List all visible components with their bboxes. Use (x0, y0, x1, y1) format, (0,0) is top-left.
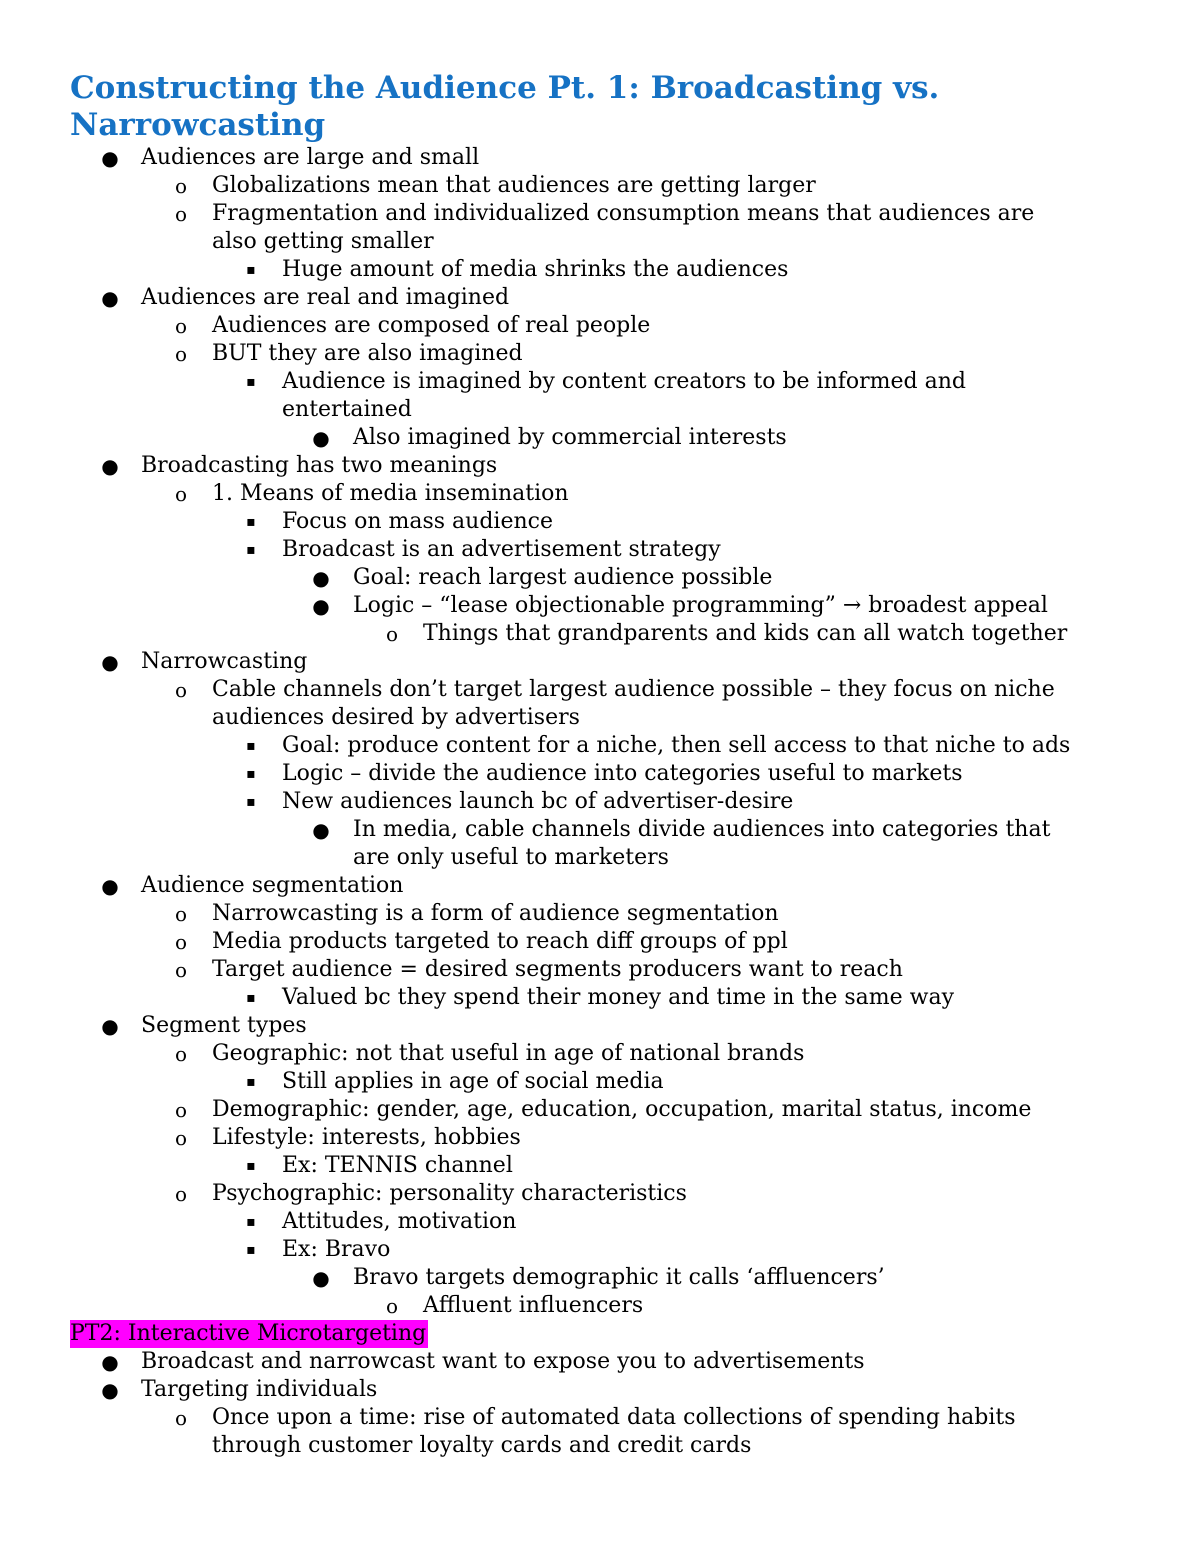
outline-list-part1 (0, 144, 1200, 1320)
circle-bullet-icon: o (174, 1406, 188, 1430)
disc-bullet-icon: ● (101, 1014, 119, 1038)
list-item-text: Attitudes, motivation (282, 1209, 517, 1234)
square-bullet-icon: ▪ (246, 794, 256, 810)
disc-bullet-icon: ● (101, 1350, 119, 1374)
disc-bullet-icon: ● (312, 426, 330, 450)
list-item-text: Media products targeted to reach diff groups of ppl (212, 929, 788, 954)
list-item-level-4 (0, 816, 1200, 872)
list-item-level-2 (0, 480, 1200, 508)
circle-bullet-icon: o (174, 678, 188, 702)
list-item-text: Audiences are real and imagined (141, 285, 510, 310)
list-item-level-3 (0, 1208, 1200, 1236)
circle-bullet-icon: o (174, 1098, 188, 1122)
list-item-text: 1. Means of media insemination (212, 481, 569, 506)
list-item-level-1 (0, 144, 1200, 172)
circle-bullet-icon: o (174, 1126, 188, 1150)
disc-bullet-icon: ● (312, 1266, 330, 1290)
list-item-text-continued: entertained (282, 397, 412, 422)
list-item-level-3 (0, 256, 1200, 284)
list-item-level-3 (0, 1236, 1200, 1264)
disc-bullet-icon: ● (101, 286, 119, 310)
disc-bullet-icon: ● (312, 818, 330, 842)
disc-bullet-icon: ● (101, 650, 119, 674)
disc-bullet-icon: ● (101, 1378, 119, 1402)
list-item-text: Demographic: gender, age, education, occupation, marital status, income (212, 1097, 1032, 1122)
square-bullet-icon: ▪ (246, 262, 256, 278)
list-item-level-2 (0, 312, 1200, 340)
circle-bullet-icon: o (174, 930, 188, 954)
list-item-text: Cable channels don’t target largest audience possible – they focus on niche (212, 677, 1055, 702)
list-item-level-2 (0, 1180, 1200, 1208)
list-item-text: Once upon a time: rise of automated data collections of spending habits (212, 1405, 1016, 1430)
list-item-level-3 (0, 1068, 1200, 1096)
list-item-text: Also imagined by commercial interests (353, 425, 787, 450)
square-bullet-icon: ▪ (246, 514, 256, 530)
list-item-text: Focus on mass audience (282, 509, 553, 534)
circle-bullet-icon: o (174, 174, 188, 198)
list-item-text: Affluent influencers (423, 1293, 644, 1318)
list-item-level-4 (0, 1264, 1200, 1292)
list-item-level-2 (0, 928, 1200, 956)
list-item-level-3 (0, 368, 1200, 424)
list-item-level-1 (0, 648, 1200, 676)
circle-bullet-icon: o (174, 958, 188, 982)
disc-bullet-icon: ● (101, 874, 119, 898)
list-item-level-3 (0, 508, 1200, 536)
list-item-text: Globalizations mean that audiences are getting larger (212, 173, 816, 198)
circle-bullet-icon: o (174, 314, 188, 338)
circle-bullet-icon: o (385, 622, 399, 646)
list-item-text-continued: through customer loyalty cards and credit cards (212, 1433, 752, 1458)
list-item-text: Audiences are large and small (141, 145, 480, 170)
list-item-text: BUT they are also imagined (212, 341, 523, 366)
list-item-text: Narrowcasting is a form of audience segmentation (212, 901, 779, 926)
disc-bullet-icon: ● (101, 454, 119, 478)
circle-bullet-icon: o (174, 902, 188, 926)
list-item-level-3 (0, 732, 1200, 760)
list-item-text: Fragmentation and individualized consumption means that audiences are (212, 201, 1035, 226)
square-bullet-icon: ▪ (246, 1074, 256, 1090)
notes-content (0, 144, 1200, 1460)
outline-list-part2 (0, 1348, 1200, 1460)
list-item-level-2 (0, 1404, 1200, 1460)
list-item-text: Geographic: not that useful in age of national brands (212, 1041, 805, 1066)
square-bullet-icon: ▪ (246, 1214, 256, 1230)
list-item-level-3 (0, 760, 1200, 788)
list-item-text-continued: are only useful to marketers (353, 845, 669, 870)
list-item-text: Goal: produce content for a niche, then sell access to that niche to ads (282, 733, 1071, 758)
document-title: Constructing the Audience Pt. 1: Broadcasting vs. Narrowcasting (70, 70, 940, 143)
square-bullet-icon: ▪ (246, 542, 256, 558)
list-item-level-1 (0, 1376, 1200, 1404)
list-item-level-1 (0, 284, 1200, 312)
list-item-text: Goal: reach largest audience possible (353, 565, 773, 590)
list-item-level-5 (0, 620, 1200, 648)
list-item-level-2 (0, 340, 1200, 368)
list-item-text: Ex: Bravo (282, 1237, 391, 1262)
highlighted-heading: PT2: Interactive Microtargeting (70, 1321, 427, 1346)
square-bullet-icon: ▪ (246, 374, 256, 390)
square-bullet-icon: ▪ (246, 766, 256, 782)
circle-bullet-icon: o (174, 482, 188, 506)
list-item-text: Audience segmentation (141, 873, 404, 898)
circle-bullet-icon: o (174, 1042, 188, 1066)
list-item-text: Targeting individuals (141, 1377, 378, 1402)
list-item-level-2 (0, 172, 1200, 200)
list-item-level-2 (0, 1124, 1200, 1152)
list-item-text: Lifestyle: interests, hobbies (212, 1125, 521, 1150)
list-item-text: In media, cable channels divide audiences into categories that (353, 817, 1051, 842)
list-item-text: Huge amount of media shrinks the audiences (282, 257, 789, 282)
list-item-level-1 (0, 1348, 1200, 1376)
square-bullet-icon: ▪ (246, 990, 256, 1006)
list-item-text: Segment types (141, 1013, 307, 1038)
list-item-level-2 (0, 900, 1200, 928)
list-item-text: Valued bc they spend their money and time in the same way (282, 985, 955, 1010)
list-item-text: Things that grandparents and kids can all watch together (423, 621, 1068, 646)
list-item-text-continued: also getting smaller (212, 229, 434, 254)
list-item-level-1 (0, 1012, 1200, 1040)
list-item-level-4 (0, 564, 1200, 592)
list-item-level-4 (0, 424, 1200, 452)
disc-bullet-icon: ● (312, 566, 330, 590)
list-item-level-2 (0, 200, 1200, 256)
list-item-text: Ex: TENNIS channel (282, 1153, 513, 1178)
square-bullet-icon: ▪ (246, 1158, 256, 1174)
list-item-level-3 (0, 536, 1200, 564)
list-item-level-5 (0, 1292, 1200, 1320)
list-item-text: New audiences launch bc of advertiser-desire (282, 789, 794, 814)
list-item-text: Target audience = desired segments producers want to reach (212, 957, 903, 982)
list-item-level-3 (0, 1152, 1200, 1180)
list-item-level-2 (0, 1040, 1200, 1068)
list-item-level-2 (0, 676, 1200, 732)
list-item-text: Bravo targets demographic it calls ‘affluencers’ (353, 1265, 885, 1290)
list-item-text: Logic – “lease objectionable programming” → broadest appeal (353, 593, 1048, 618)
list-item-level-4 (0, 592, 1200, 620)
list-item-text: Audiences are composed of real people (212, 313, 651, 338)
list-item-text: Psychographic: personality characteristics (212, 1181, 687, 1206)
list-item-text: Broadcast is an advertisement strategy (282, 537, 721, 562)
disc-bullet-icon: ● (101, 146, 119, 170)
list-item-text: Broadcasting has two meanings (141, 453, 498, 478)
circle-bullet-icon: o (385, 1294, 399, 1318)
disc-bullet-icon: ● (312, 594, 330, 618)
list-item-text: Logic – divide the audience into categories useful to markets (282, 761, 963, 786)
list-item-text: Audience is imagined by content creators to be informed and (282, 369, 966, 394)
list-item-level-3 (0, 984, 1200, 1012)
square-bullet-icon: ▪ (246, 1242, 256, 1258)
circle-bullet-icon: o (174, 1182, 188, 1206)
square-bullet-icon: ▪ (246, 738, 256, 754)
list-item-text: Still applies in age of social media (282, 1069, 664, 1094)
list-item-text: Narrowcasting (141, 649, 308, 674)
list-item-level-1 (0, 452, 1200, 480)
list-item-level-2 (0, 956, 1200, 984)
list-item-level-2 (0, 1096, 1200, 1124)
list-item-level-3 (0, 788, 1200, 816)
circle-bullet-icon: o (174, 342, 188, 366)
list-item-text: Broadcast and narrowcast want to expose you to advertisements (141, 1349, 865, 1374)
list-item-text-continued: audiences desired by advertisers (212, 705, 580, 730)
list-item-level-1 (0, 872, 1200, 900)
section-heading-pt2 (0, 1320, 1200, 1348)
circle-bullet-icon: o (174, 202, 188, 226)
